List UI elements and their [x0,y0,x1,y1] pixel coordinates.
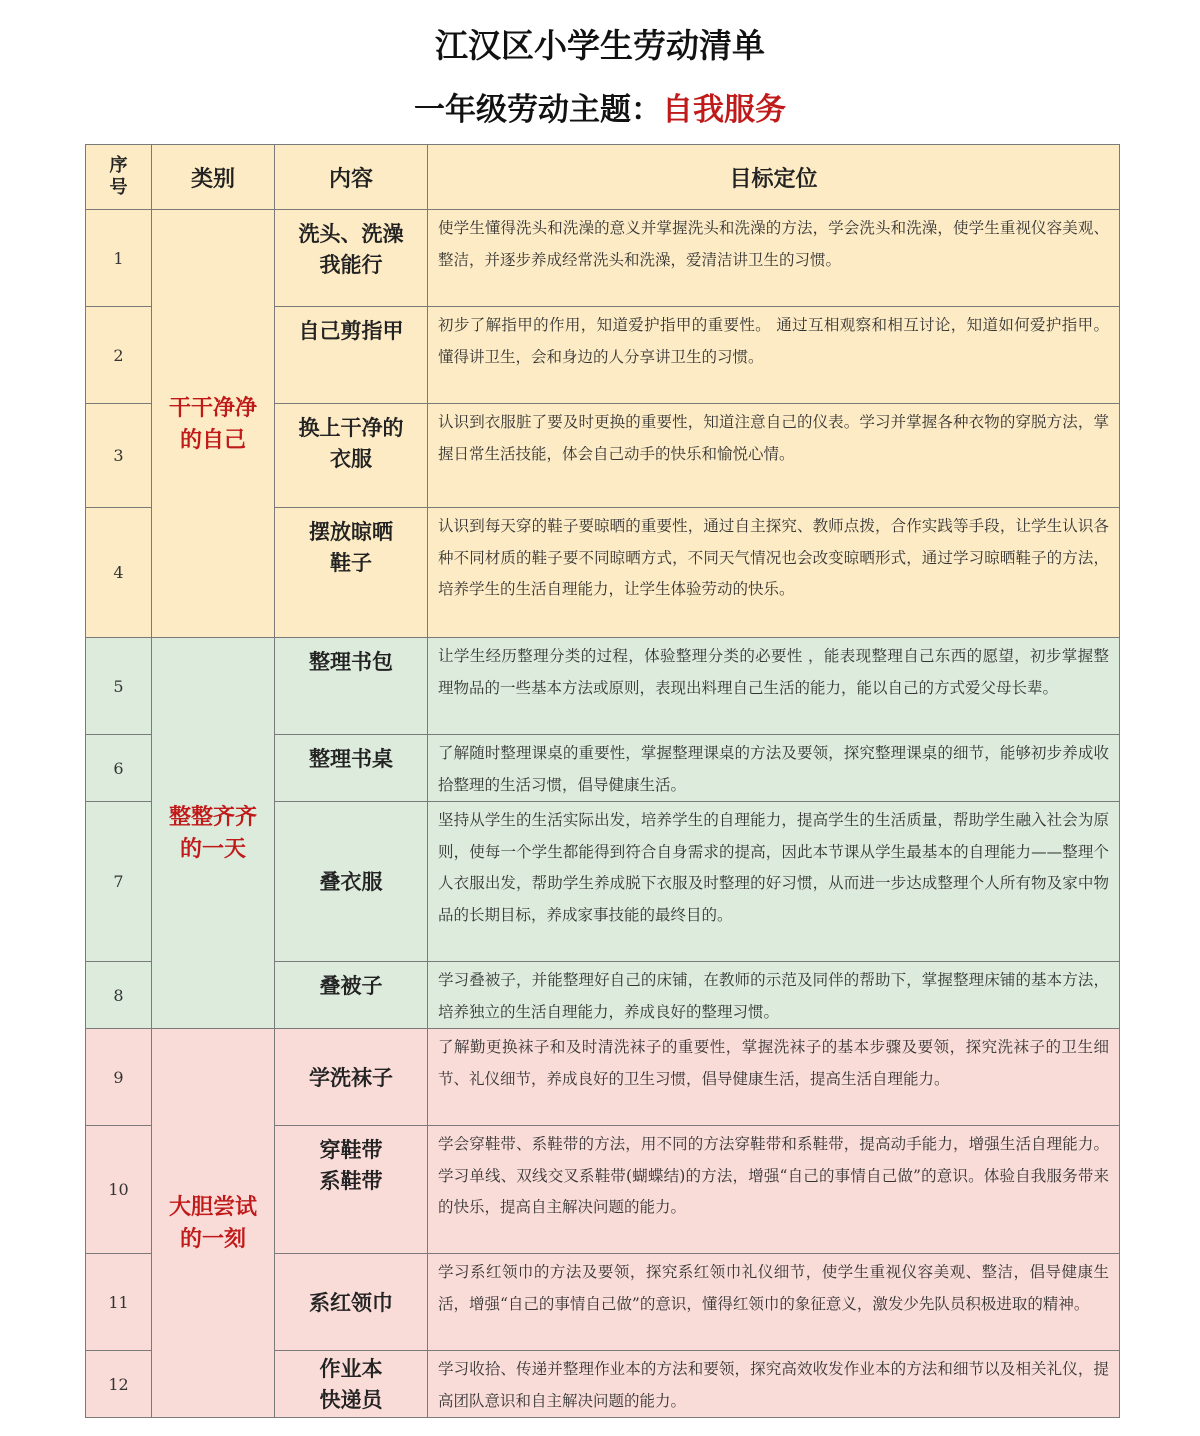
goal-text: 了解勤更换袜子和及时清洗袜子的重要性，掌握洗袜子的基本步骤及要领，探究洗袜子的卫生细节、礼仪细节，养成良好的卫生习惯，倡导健康生活，提高生活自理能力。 [438,1038,1109,1088]
header-goal: 目标定位 [428,145,1120,210]
row-number: 8 [86,962,152,1029]
content-cell [275,210,428,307]
goal-cell [428,735,1120,802]
row-number: 5 [86,638,152,735]
goal-cell [428,1351,1120,1418]
goal-text: 初步了解指甲的作用，知道爱护指甲的重要性。 通过互相观察和相互讨论，知道如何爱护指甲。 懂得讲卫生，会和身边的人分享讲卫生的习惯。 [438,316,1109,366]
subtitle-prefix: 一年级劳动主题： [414,92,662,128]
content-cell [275,735,428,802]
content-label: 整理书包 [309,649,393,674]
content-label: 叠衣服 [319,869,383,894]
header-content: 内容 [275,145,428,210]
content-cell [275,1126,428,1254]
content-cell [275,1351,428,1418]
content-cell [275,1029,428,1126]
table-row [86,210,1120,307]
row-number: 7 [86,802,152,962]
row-number: 3 [86,404,152,508]
content-label: 自己剪指甲 [298,318,404,343]
goal-cell [428,307,1120,404]
content-cell [275,962,428,1029]
goal-cell [428,962,1120,1029]
goal-cell [428,508,1120,638]
goal-text: 学习系红领巾的方法及要领，探究系红领巾礼仪细节，使学生重视仪容美观、整洁，倡导健康生活，增强“自己的事情自己做”的意识，懂得红领巾的象征意义，激发少先队员积极进取的精神。 [438,1263,1109,1313]
labor-list-table [85,144,1120,1418]
content-label: 作业本快递员 [319,1356,383,1412]
goal-text: 学会穿鞋带、系鞋带的方法，用不同的方法穿鞋带和系鞋带，提高动手能力，增强生活自理能力。学习单线、双线交叉系鞋带(蝴蝶结)的方法，增强“自己的事情自己做”的意识。体验自我服务带来的快乐，提高自主解决问题的能力。 [438,1135,1109,1216]
row-number: 11 [86,1254,152,1351]
content-cell [275,1254,428,1351]
row-number: 2 [86,307,152,404]
content-cell [275,802,428,962]
row-number: 1 [86,210,152,307]
row-number: 9 [86,1029,152,1126]
goal-text: 认识到衣服脏了要及时更换的重要性，知道注意自己的仪表。学习并掌握各种衣物的穿脱方法，掌握日常生活技能，体会自己动手的快乐和愉悦心情。 [438,413,1109,463]
goal-text: 坚持从学生的生活实际出发，培养学生的自理能力，提高学生的生活质量，帮助学生融入社会为原则，使每一个学生都能得到符合自身需求的提高，因此本节课从学生最基本的自理能力——整理个人衣服出发，帮助学生养成脱下衣服及时整理的好习惯，从而进一步达成整理个人所有物及家中物品的长期目标，养成家事技能的最终目的。 [438,811,1109,924]
category-label: 整整齐齐的一天 [168,804,257,862]
row-number: 6 [86,735,152,802]
content-label: 整理书桌 [309,746,393,771]
table-row [86,1029,1120,1126]
content-label: 换上干净的衣服 [298,415,404,471]
content-label: 系红领巾 [309,1289,393,1315]
category-cell [152,210,275,638]
header-category: 类别 [152,145,275,210]
content-label: 学洗袜子 [309,1064,393,1090]
goal-text: 使学生懂得洗头和洗澡的意义并掌握洗头和洗澡的方法，学会洗头和洗澡，使学生重视仪容美观、整洁，并逐步养成经常洗头和洗澡，爱清洁讲卫生的习惯。 [438,219,1109,269]
goal-cell [428,638,1120,735]
table-header-row [86,145,1120,210]
content-label: 叠被子 [319,973,383,998]
content-label: 穿鞋带系鞋带 [319,1137,383,1193]
row-number: 4 [86,508,152,638]
content-cell [275,508,428,638]
category-cell [152,638,275,1029]
goal-text: 学习收拾、传递并整理作业本的方法和要领，探究高效收发作业本的方法和细节以及相关礼仪，提高团队意识和自主解决问题的能力。 [438,1360,1109,1410]
content-label: 洗头、洗澡我能行 [298,221,404,277]
goal-cell [428,1254,1120,1351]
content-cell [275,404,428,508]
goal-cell [428,404,1120,508]
content-cell [275,638,428,735]
category-label: 干干净净的自己 [168,394,257,453]
page-title: 江汉区小学生劳动清单 [435,26,765,65]
category-cell [152,1029,275,1418]
row-number: 12 [86,1351,152,1418]
table-row [86,638,1120,735]
content-label: 摆放晾晒鞋子 [309,519,393,575]
goal-text: 认识到每天穿的鞋子要晾晒的重要性，通过自主探究、教师点拨，合作实践等手段，让学生认识各种不同材质的鞋子要不同晾晒方式，不同天气情况也会改变晾晒形式，通过学习晾晒鞋子的方法，培养学生的生活自理能力，让学生体验劳动的快乐。 [438,517,1109,598]
subtitle-theme: 自我服务 [662,92,786,128]
goal-cell [428,802,1120,962]
goal-text: 让学生经历整理分类的过程，体验整理分类的必要性 ，能表现整理自己东西的愿望，初步掌握整理物品的一些基本方法或原则，表现出料理自己生活的能力，能以自己的方式爱父母长辈。 [438,647,1109,697]
goal-cell [428,1029,1120,1126]
page-subtitle [0,90,1200,130]
header-seq-label: 序号 [109,155,128,198]
row-number: 10 [86,1126,152,1254]
header-seq [86,145,152,210]
content-cell [275,307,428,404]
goal-text: 学习叠被子，并能整理好自己的床铺，在教师的示范及同伴的帮助下，掌握整理床铺的基本方法，培养独立的生活自理能力，养成良好的整理习惯。 [438,971,1109,1021]
goal-cell [428,210,1120,307]
category-label: 大胆尝试的一刻 [168,1194,257,1252]
goal-text: 了解随时整理课桌的重要性，掌握整理课桌的方法及要领，探究整理课桌的细节，能够初步养成收拾整理的生活习惯，倡导健康生活。 [438,744,1109,794]
goal-cell [428,1126,1120,1254]
